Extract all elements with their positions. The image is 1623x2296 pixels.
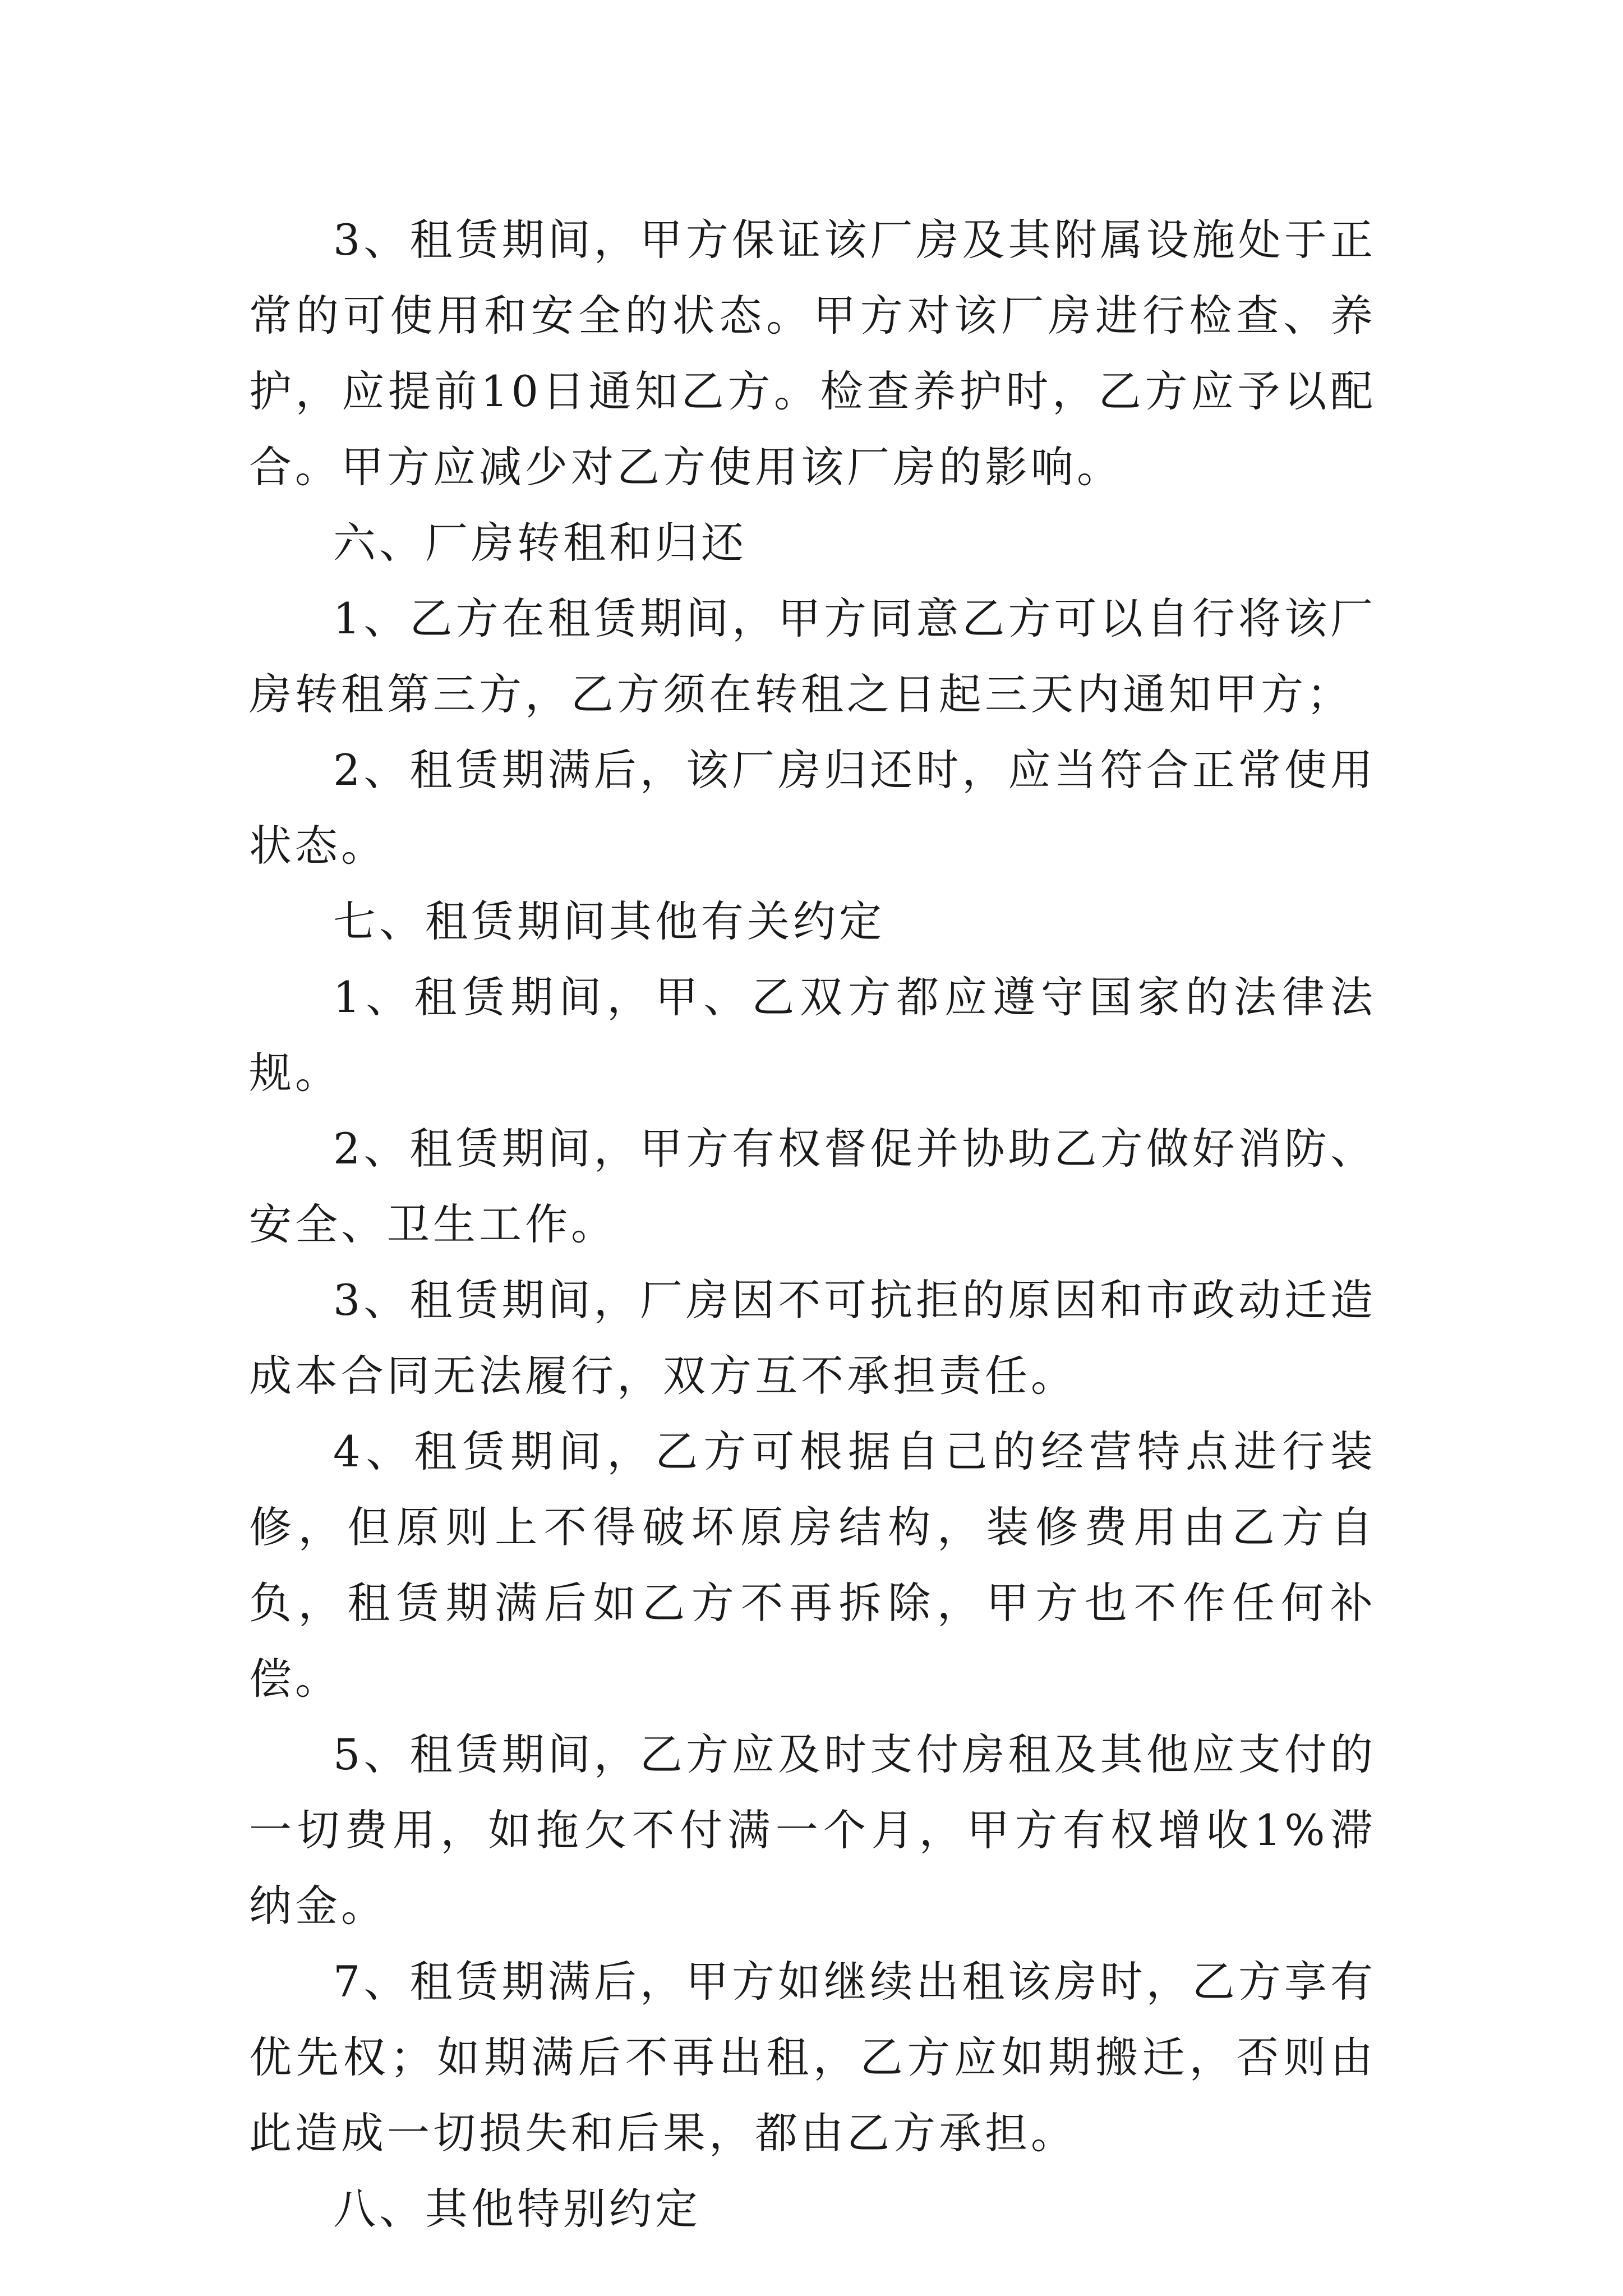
clause-2-return: 2、租赁期满后，该厂房归还时，应当符合正常使用状态。 <box>249 745 1376 871</box>
clause-4-renovation: 4、租赁期间，乙方可根据自己的经营特点进行装修，但原则上不得破坏原房结构，装修费用由乙方自负，租赁期满后如乙方不再拆除，甲方也不作任何补偿。 <box>249 1427 1376 1704</box>
clause-3-inspection: 3、租赁期间，甲方保证该厂房及其附属设施处于正常的可使用和安全的状态。甲方对该厂房进行检查、养护，应提前10日通知乙方。检查养护时，乙方应予以配合。甲方应减少对乙方使用该厂房的影响。 <box>249 215 1376 492</box>
clause-1-sublease: 1、乙方在租赁期间，甲方同意乙方可以自行将该厂房转租第三方，乙方须在转租之日起三天内通知甲方； <box>249 593 1376 719</box>
clause-2-safety: 2、租赁期间，甲方有权督促并协助乙方做好消防、安全、卫生工作。 <box>249 1124 1376 1249</box>
clause-3-force-majeure: 3、租赁期间，厂房因不可抗拒的原因和市政动迁造成本合同无法履行，双方互不承担责任。 <box>249 1275 1376 1401</box>
document-body <box>249 202 1376 2247</box>
clause-5-payment: 5、租赁期间，乙方应及时支付房租及其他应支付的一切费用，如拖欠不付满一个月，甲方有权增收1%滞纳金。 <box>249 1729 1376 1931</box>
section-heading-sublease-return: 六、厂房转租和归还 <box>333 518 747 568</box>
section-heading-other-agreements: 七、租赁期间其他有关约定 <box>333 896 885 946</box>
section-heading-special-agreements: 八、其他特别约定 <box>333 2184 701 2234</box>
clause-7-priority: 7、租赁期满后，甲方如继续出租该房时，乙方享有优先权；如期满后不再出租，乙方应如期搬迁，否则由此造成一切损失和后果，都由乙方承担。 <box>249 1957 1376 2158</box>
clause-1-laws: 1、租赁期间，甲、乙双方都应遵守国家的法律法规。 <box>249 972 1376 1098</box>
